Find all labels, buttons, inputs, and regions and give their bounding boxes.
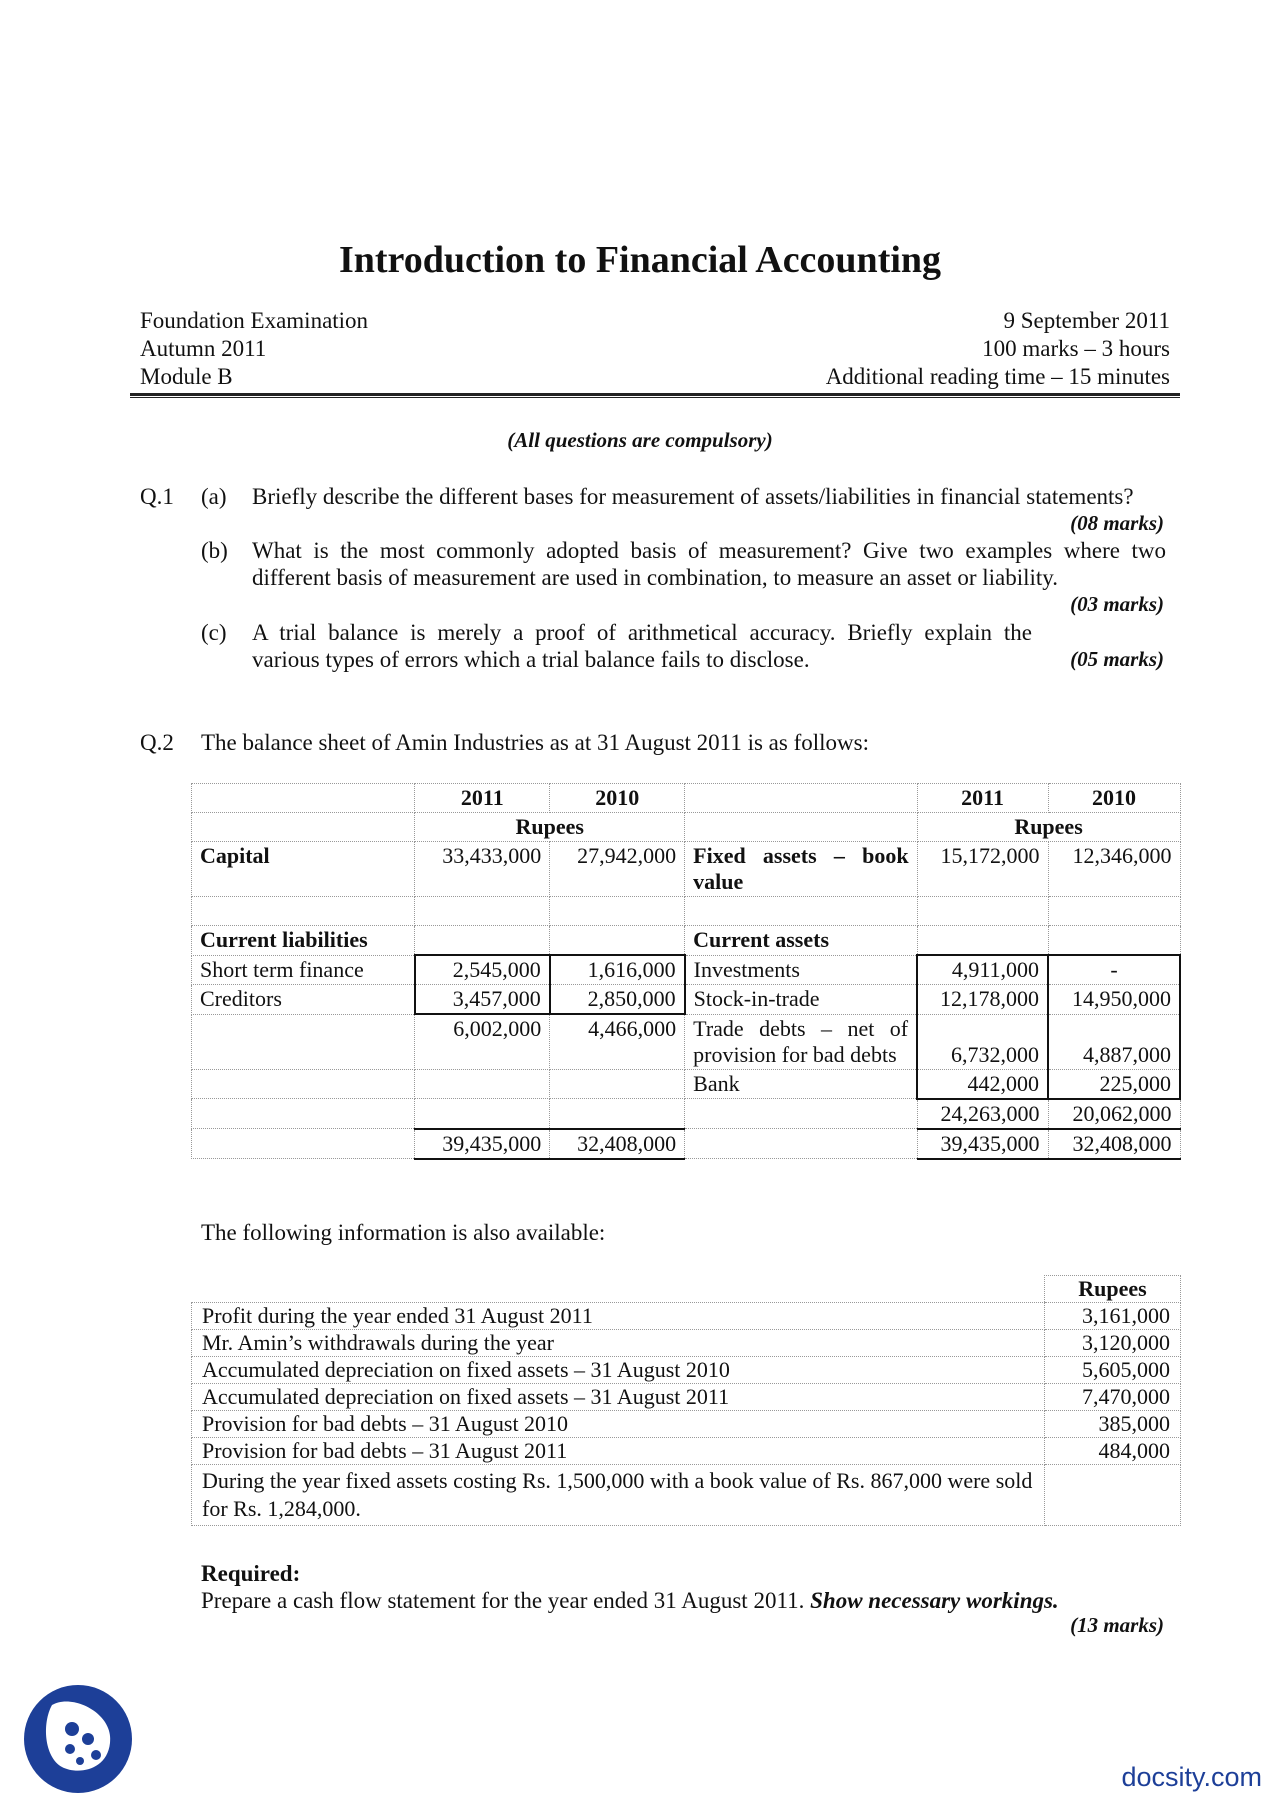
- bs-stf-label: Short term finance: [192, 955, 415, 985]
- bs-stf-2011: 2,545,000: [415, 955, 550, 985]
- bs-stock-label: Stock-in-trade: [685, 985, 917, 1015]
- bs-stock-2010: 14,950,000: [1048, 985, 1180, 1015]
- bs-cred-2010: 2,850,000: [550, 985, 685, 1015]
- q2-number: Q.2: [140, 730, 174, 755]
- bs-cl-total-2011: 6,002,000: [415, 1014, 550, 1069]
- bs-year-2010-right: 2010: [1048, 784, 1180, 813]
- bs-year-2011-left: 2011: [415, 784, 550, 813]
- q1a-marks: (08 marks): [1070, 511, 1164, 535]
- header-left-3: Module B: [140, 364, 233, 389]
- bs-total-assets-2011: 39,435,000: [917, 1129, 1048, 1159]
- info-row-value: 3,161,000: [1045, 1303, 1181, 1330]
- required-label: Required:: [201, 1561, 301, 1586]
- bs-fixed-2010: 12,346,000: [1048, 842, 1180, 897]
- q2-intro: The balance sheet of Amin Industries as at 31 August 2011 is as follows:: [201, 730, 869, 755]
- info-row-value: 484,000: [1045, 1438, 1181, 1465]
- bs-stf-2010: 1,616,000: [550, 955, 685, 985]
- bs-capital-2010: 27,942,000: [550, 842, 685, 897]
- info-row-label: Profit during the year ended 31 August 2011: [192, 1303, 1045, 1330]
- info-row-label: Accumulated depreciation on fixed assets – 31 August 2010: [192, 1357, 1045, 1384]
- info-row-label: Accumulated depreciation on fixed assets – 31 August 2011: [192, 1384, 1045, 1411]
- bs-rupees-left: Rupees: [415, 813, 685, 842]
- bs-stock-2011: 12,178,000: [917, 985, 1048, 1015]
- header-rule-thick: [130, 393, 1180, 396]
- docsity-brand[interactable]: docsity.com: [1121, 1762, 1262, 1792]
- bs-total-liab-2010: 32,408,000: [550, 1129, 685, 1159]
- q1b-marks: (03 marks): [1070, 592, 1164, 616]
- bs-bank-2011: 442,000: [917, 1069, 1048, 1099]
- bs-cl-total-2010: 4,466,000: [550, 1014, 685, 1069]
- info-row-label: Provision for bad debts – 31 August 2011: [192, 1438, 1045, 1465]
- q1-number: Q.1: [140, 484, 174, 509]
- exam-header: [140, 307, 1170, 391]
- bs-total-liab-2011: 39,435,000: [415, 1129, 550, 1159]
- q1b-text: What is the most commonly adopted basis of measurement? Give two examples where two different basis of measurement are used in combination, to measure an asset or liability.: [252, 538, 1166, 590]
- bs-total-assets-2010: 32,408,000: [1048, 1129, 1180, 1159]
- bs-capital-2011: 33,433,000: [415, 842, 550, 897]
- header-rule-thin: [130, 397, 1180, 398]
- info-row-label: Mr. Amin’s withdrawals during the year: [192, 1330, 1045, 1357]
- q1a-text: Briefly describe the different bases for measurement of assets/liabilities in financial statements?: [252, 484, 1134, 509]
- page-title: Introduction to Financial Accounting: [338, 239, 942, 281]
- bs-year-2010-left: 2010: [550, 784, 685, 813]
- additional-info-table: [191, 1275, 1181, 1526]
- bs-investments-label: Investments: [685, 955, 917, 985]
- compulsory-note: (All questions are compulsory): [507, 428, 773, 452]
- info-rupees-header: Rupees: [1045, 1276, 1181, 1303]
- q1c-marks: (05 marks): [1070, 647, 1164, 671]
- bs-current-liabilities-label: Current liabilities: [192, 926, 415, 956]
- q1c-label: (c): [201, 620, 227, 645]
- required-emphasis: Show necessary workings.: [810, 1588, 1059, 1613]
- info-row-value: 3,120,000: [1045, 1330, 1181, 1357]
- header-left-2: Autumn 2011: [140, 336, 267, 361]
- bs-fixed-assets-text: Fixed assets – book value: [693, 843, 909, 894]
- q1b-label: (b): [201, 538, 228, 563]
- header-right-3: Additional reading time – 15 minutes: [825, 364, 1170, 389]
- info-row-value: 7,470,000: [1045, 1384, 1181, 1411]
- bs-fixed-2011: 15,172,000: [917, 842, 1048, 897]
- bs-creditors-label: Creditors: [192, 985, 415, 1015]
- q1c-text: A trial balance is merely a proof of arithmetical accuracy. Briefly explain the various types of errors which a trial balance fails to disclose.: [252, 620, 1032, 672]
- docsity-logo-icon: [22, 1683, 134, 1795]
- q1a-label: (a): [201, 484, 227, 509]
- header-right-1: 9 September 2011: [1003, 308, 1170, 333]
- bs-fixed-assets-label: [685, 842, 917, 897]
- bs-td-2010: 4,887,000: [1048, 1014, 1180, 1069]
- bs-ca-total-2010: 20,062,000: [1048, 1099, 1180, 1129]
- info-row-value: 5,605,000: [1045, 1357, 1181, 1384]
- bs-bank-2010: 225,000: [1048, 1069, 1180, 1099]
- bs-td-2011: 6,732,000: [917, 1014, 1048, 1069]
- bs-ca-total-2011: 24,263,000: [917, 1099, 1048, 1129]
- balance-sheet-table: [191, 783, 1181, 1160]
- info-intro: The following information is also available:: [201, 1220, 606, 1245]
- bs-capital-label: Capital: [192, 842, 415, 897]
- bs-rupees-right: Rupees: [917, 813, 1180, 842]
- bs-bank-label: Bank: [685, 1069, 917, 1099]
- bs-current-assets-label: Current assets: [685, 926, 917, 956]
- bs-trade-debts-label: Trade debts – net of provision for bad debts: [685, 1014, 917, 1069]
- bs-cred-2011: 3,457,000: [415, 985, 550, 1015]
- q2-marks: (13 marks): [1070, 1613, 1164, 1637]
- bs-year-2011-right: 2011: [917, 784, 1048, 813]
- bs-inv-2011: 4,911,000: [917, 955, 1048, 985]
- bs-inv-2010: -: [1048, 955, 1180, 985]
- required-text: Prepare a cash flow statement for the year ended 31 August 2011.: [201, 1588, 805, 1613]
- info-row-fixed-assets-sold: During the year fixed assets costing Rs. 1,500,000 with a book value of Rs. 867,000 were sold for Rs. 1,284,000.: [192, 1465, 1045, 1526]
- header-right-2: 100 marks – 3 hours: [982, 336, 1170, 361]
- required-section: [201, 1560, 1166, 1614]
- info-row-value: 385,000: [1045, 1411, 1181, 1438]
- header-left-1: Foundation Examination: [140, 308, 369, 333]
- info-row-label: Provision for bad debts – 31 August 2010: [192, 1411, 1045, 1438]
